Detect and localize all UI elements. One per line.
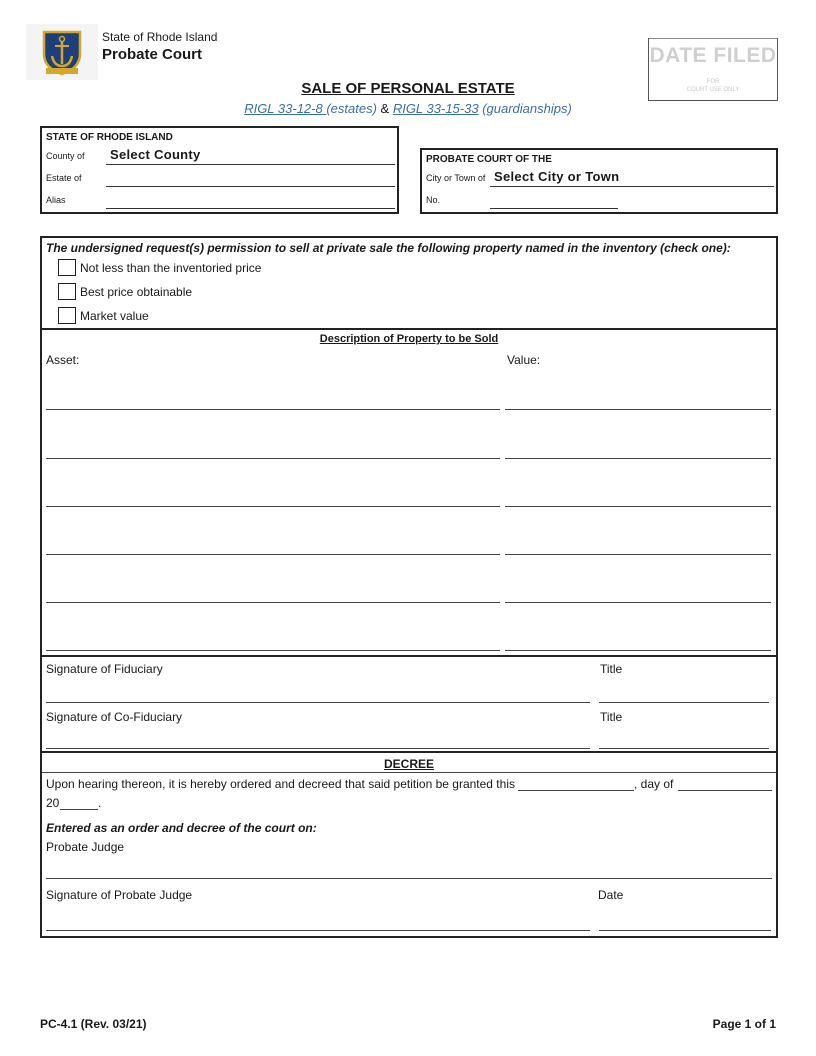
fiduciary-signature-line[interactable]	[46, 702, 590, 703]
asset-line[interactable]	[46, 506, 500, 507]
judge-signature-line[interactable]	[46, 930, 590, 931]
petition-form	[40, 236, 778, 938]
county-select[interactable]: Select County	[110, 147, 201, 162]
alias-label: Alias	[46, 195, 66, 205]
decree-heading: DECREE	[383, 757, 434, 771]
decree-month-line[interactable]	[678, 790, 772, 791]
value-line[interactable]	[505, 650, 771, 651]
date-filed-label: DATE FILED	[649, 44, 777, 67]
form-id: PC-4.1 (Rev. 03/21)	[40, 1017, 147, 1031]
decree-day-line[interactable]	[518, 790, 634, 791]
judge-signature-label: Signature of Probate Judge	[46, 888, 193, 902]
checkbox-market-value[interactable]	[58, 307, 76, 324]
city-label: City or Town of	[426, 173, 486, 183]
value-line[interactable]	[505, 554, 771, 555]
value-label: Value:	[507, 353, 541, 367]
asset-line[interactable]	[46, 409, 500, 410]
probate-court-heading: PROBATE COURT OF THE	[426, 154, 552, 165]
entered-order-label: Entered as an order and decree of the court on:	[46, 821, 317, 835]
day-of-label: , day of	[634, 777, 674, 791]
checkbox-best-price[interactable]	[58, 283, 76, 300]
year-period: .	[98, 796, 102, 810]
asset-line[interactable]	[46, 650, 500, 651]
ampersand: &	[376, 101, 393, 116]
case-number-field[interactable]	[490, 208, 618, 209]
value-line[interactable]	[505, 602, 771, 603]
rigl-33-12-8-link[interactable]: RIGL 33-12-8	[244, 101, 327, 116]
estate-label: Estate of	[46, 173, 82, 183]
co-fiduciary-title-label: Title	[600, 710, 623, 724]
year-prefix: 20	[46, 796, 60, 810]
judge-date-line[interactable]	[599, 930, 771, 931]
option-market-value: Market value	[80, 309, 149, 323]
rigl-33-15-33-link[interactable]: RIGL 33-15-33	[392, 101, 479, 116]
asset-label: Asset:	[46, 353, 80, 367]
checkbox-inventoried-price[interactable]	[58, 259, 76, 276]
option-best-price: Best price obtainable	[80, 285, 193, 299]
estates-note: (estates)	[326, 101, 377, 116]
court-use-label: COURT USE ONLY	[686, 87, 740, 93]
probate-court-box	[420, 148, 778, 214]
state-heading: STATE OF RHODE ISLAND	[46, 132, 173, 143]
date-for-label: FOR	[706, 79, 720, 85]
co-fiduciary-signature-line[interactable]	[46, 748, 590, 749]
asset-line[interactable]	[46, 602, 500, 603]
decree-year-line[interactable]	[60, 809, 98, 810]
co-fiduciary-signature-label: Signature of Co-Fiduciary	[46, 710, 183, 724]
decree-text: Upon hearing thereon, it is hereby ordered and decreed that said petition be granted this	[46, 777, 515, 791]
value-line[interactable]	[505, 409, 771, 410]
judge-date-label: Date	[598, 888, 624, 902]
value-line[interactable]	[505, 506, 771, 507]
alias-field[interactable]	[106, 208, 395, 209]
city-select[interactable]: Select City or Town	[494, 169, 620, 184]
request-statement: The undersigned request(s) permission to sell at private sale the following property named in the inventory (check one):	[46, 241, 731, 255]
asset-line[interactable]	[46, 458, 500, 459]
co-fiduciary-title-line[interactable]	[599, 748, 769, 749]
state-info-box	[40, 126, 399, 214]
probate-judge-line[interactable]	[46, 878, 772, 879]
fiduciary-title-label: Title	[600, 662, 623, 676]
asset-line[interactable]	[46, 554, 500, 555]
fiduciary-signature-label: Signature of Fiduciary	[46, 662, 163, 676]
option-inventoried-price: Not less than the inventoried price	[80, 261, 262, 275]
statute-references	[0, 101, 816, 116]
estate-field[interactable]	[106, 186, 395, 187]
court-name: Probate Court	[102, 46, 203, 63]
fiduciary-title-line[interactable]	[599, 702, 769, 703]
rhode-island-seal	[26, 24, 98, 80]
value-line[interactable]	[505, 458, 771, 459]
probate-judge-label: Probate Judge	[46, 840, 125, 854]
state-name: State of Rhode Island	[102, 30, 218, 44]
page-number: Page 1 of 1	[712, 1017, 776, 1031]
form-title: SALE OF PERSONAL ESTATE	[301, 80, 515, 97]
case-number-label: No.	[426, 195, 441, 205]
county-label: County of	[46, 151, 85, 161]
property-heading: Description of Property to be Sold	[319, 333, 499, 345]
guardianships-note: (guardianships)	[478, 101, 572, 116]
